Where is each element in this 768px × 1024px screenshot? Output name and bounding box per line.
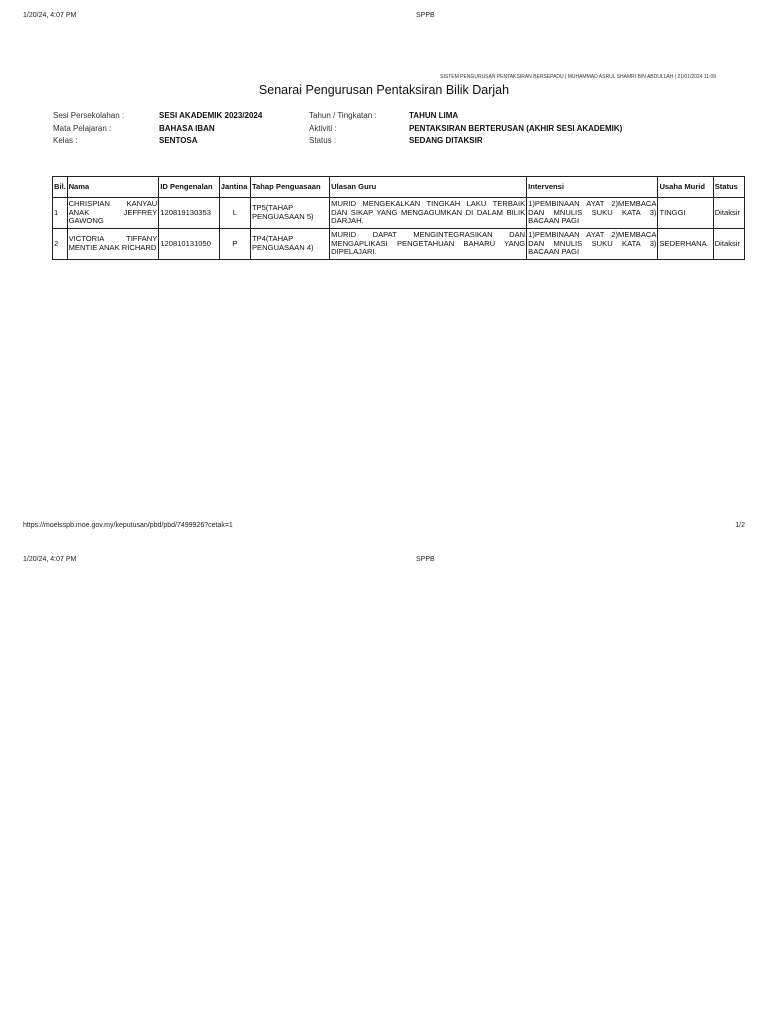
print-site-title: SPPB — [416, 12, 435, 19]
table-row — [53, 229, 745, 260]
cell-nama: CHRISPIAN KANYAU ANAK JEFFREY GAWONG — [67, 198, 159, 229]
cell-ulasan: MURID MENGEKALKAN TINGKAH LAKU TERBAIK DAN SIKAP YANG MENGAGUMKAN DI DALAM BILIK DARJAH. — [330, 198, 527, 229]
header-intervensi: Intervensi — [527, 177, 658, 198]
cell-tahap: TP4(TAHAP PENGUASAAN 4) — [250, 229, 329, 260]
system-info-line: SISTEM PENGURUSAN PENTAKSIRAN BERSEPADU | MUHAMMAD ASRUL SHAMRI BIN ABDULLAH | 21/01/2024 11:09 — [440, 74, 716, 80]
header-nama: Nama — [67, 177, 159, 198]
cell-jantina: P — [219, 229, 250, 260]
sesi-value: SESI AKADEMIK 2023/2024 — [159, 111, 263, 120]
header-tahap-penguasaan: Tahap Penguasaan — [250, 177, 329, 198]
cell-id: 120819130353 — [159, 198, 219, 229]
info-left-values — [159, 110, 262, 148]
cell-usaha: TINGGI — [658, 198, 713, 229]
cell-intervensi: 1)PEMBINAAN AYAT 2)MEMBACA DAN MNULIS SUKU KATA 3) BACAAN PAGI — [527, 229, 658, 260]
header-status: Status — [713, 177, 744, 198]
kelas-label: Kelas : — [53, 136, 78, 145]
table-header-row — [53, 177, 745, 198]
header-ulasan-guru: Ulasan Guru — [330, 177, 527, 198]
aktiviti-value: PENTAKSIRAN BERTERUSAN (AKHIR SESI AKADEMIK) — [409, 123, 623, 133]
status-label: Status : — [309, 136, 337, 145]
info-right-labels — [309, 110, 377, 148]
tahun-value: TAHUN LIMA — [409, 111, 459, 120]
page-title: Senarai Pengurusan Pentaksiran Bilik Darjah — [258, 83, 510, 97]
header-bil: Bil. — [53, 177, 68, 198]
cell-bil: 2 — [53, 229, 68, 260]
header-jantina: Jantina — [219, 177, 250, 198]
cell-intervensi: 1)PEMBINAAN AYAT 2)MEMBACA DAN MNULIS SUKU KATA 3) BACAAN PAGI — [527, 198, 658, 229]
aktiviti-label: Aktiviti : — [309, 123, 337, 133]
kelas-value: SENTOSA — [159, 136, 198, 145]
sesi-label: Sesi Persekolahan : — [53, 111, 125, 120]
assessment-table — [52, 176, 745, 260]
info-left-labels — [53, 110, 124, 148]
cell-ulasan: MURID DAPAT MENGINTEGRASIKAN DAN MENGAPLIKASI PENGETAHUAN BAHARU YANG DIPELAJARI. — [330, 229, 527, 260]
cell-bil: 1 — [53, 198, 68, 229]
cell-jantina: L — [219, 198, 250, 229]
print-timestamp: 1/20/24, 4:07 PM — [23, 12, 77, 19]
page2-print-timestamp: 1/20/24, 4:07 PM — [23, 556, 77, 563]
cell-id: 120810131050 — [159, 229, 219, 260]
cell-nama: VICTORIA TIFFANY MENTIE ANAK RICHARD — [67, 229, 159, 260]
header-id-pengenalan: ID Pengenalan — [159, 177, 219, 198]
cell-status: Ditaksir — [713, 229, 744, 260]
info-right-values — [409, 110, 622, 148]
cell-status: Ditaksir — [713, 198, 744, 229]
page2-print-site-title: SPPB — [416, 556, 435, 563]
table-row — [53, 198, 745, 229]
cell-usaha: SEDERHANA — [658, 229, 713, 260]
mata-pelajaran-value: BAHASA IBAN — [159, 123, 215, 133]
header-usaha-murid: Usaha Murid — [658, 177, 713, 198]
tahun-label: Tahun / Tingkatan : — [309, 111, 377, 120]
footer-url-link[interactable]: https://moelsspb.moe.gov.my/keputusan/pbd/pbd/7499926?cetak=1 — [23, 522, 233, 529]
mata-pelajaran-label: Mata Pelajaran : — [53, 123, 112, 133]
status-value: SEDANG DITAKSIR — [409, 136, 483, 145]
cell-tahap: TP5(TAHAP PENGUASAAN 5) — [250, 198, 329, 229]
page-number: 1/2 — [735, 522, 745, 529]
